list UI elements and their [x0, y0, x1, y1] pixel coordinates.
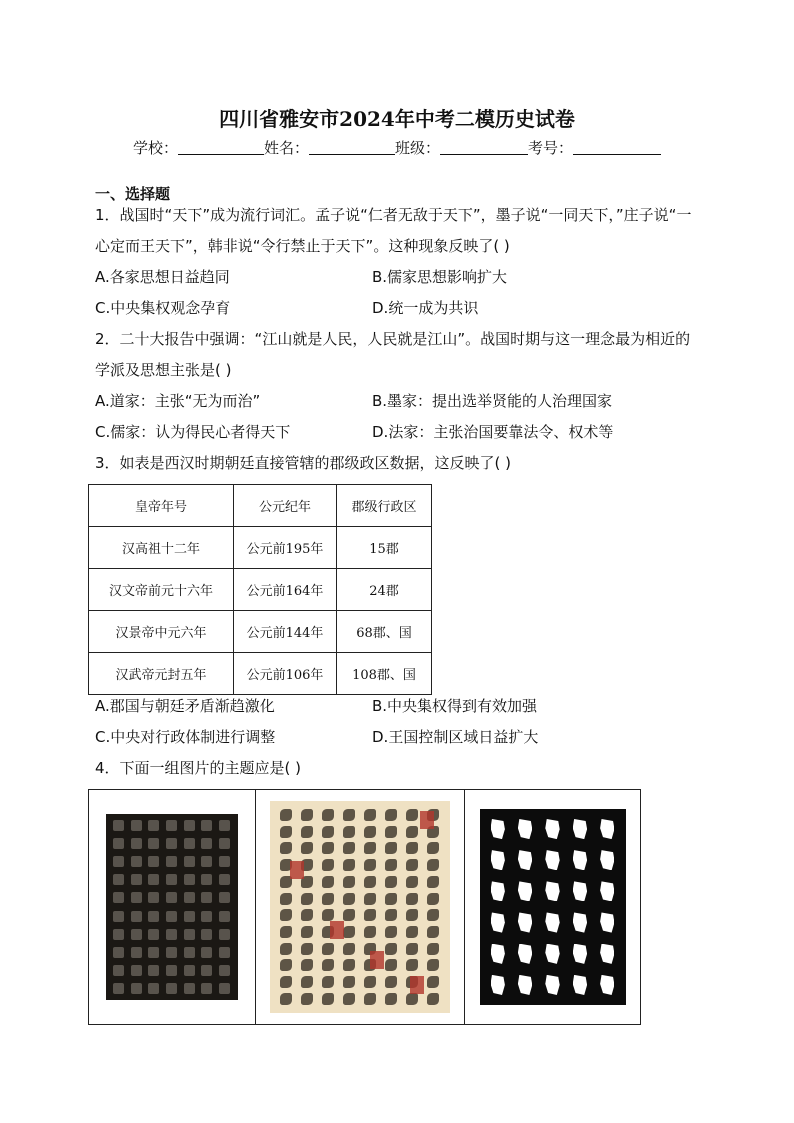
glyph-mark [131, 929, 142, 940]
table-cell: 汉高祖十二年 [89, 527, 234, 569]
glyph-mark [166, 965, 177, 976]
glyph-mark [427, 859, 439, 871]
glyph-mark [322, 993, 334, 1005]
glyph-mark [219, 856, 230, 867]
glyph-mark [131, 911, 142, 922]
glyph-mark [322, 943, 334, 955]
question-2-options [95, 386, 701, 448]
table-row [89, 611, 432, 653]
q1-option-a[interactable]: A.各家思想日益趋同 [95, 268, 230, 286]
glyph-mark [322, 859, 334, 871]
glyph-mark [301, 993, 313, 1005]
table-header-row [89, 485, 432, 527]
glyph-mark [343, 859, 355, 871]
glyph-mark [427, 876, 439, 888]
q3-option-c[interactable]: C.中央对行政体制进行调整 [95, 728, 276, 746]
student-info-line [0, 137, 794, 158]
glyph-mark [280, 976, 292, 988]
glyph-mark [573, 819, 587, 839]
glyph-mark [219, 929, 230, 940]
glyph-mark [148, 838, 159, 849]
glyph-mark [343, 926, 355, 938]
glyph-mark [201, 838, 212, 849]
glyph-mark [385, 926, 397, 938]
glyph-mark [385, 959, 397, 971]
glyph-mark [201, 856, 212, 867]
glyph-mark [406, 909, 418, 921]
glyph-mark [364, 976, 376, 988]
glyph-mark [545, 912, 559, 932]
glyph-mark [427, 842, 439, 854]
table-cell: 24郡 [337, 569, 432, 611]
glyph-mark [131, 947, 142, 958]
glyph-mark [385, 876, 397, 888]
glyph-mark [166, 929, 177, 940]
glyph-mark [518, 944, 532, 964]
table-cell: 汉武帝元封五年 [89, 653, 234, 695]
glyph-mark [201, 929, 212, 940]
glyph-mark [301, 893, 313, 905]
glyph-mark [322, 876, 334, 888]
rubbing-column [219, 820, 231, 994]
glyph-mark [301, 959, 313, 971]
running-script-manuscript-image [270, 801, 450, 1013]
glyph-mark [385, 842, 397, 854]
glyph-mark [301, 926, 313, 938]
glyph-mark [113, 838, 124, 849]
image-cell-1 [89, 790, 256, 1024]
glyph-mark [219, 874, 230, 885]
glyph-mark [131, 892, 142, 903]
glyph-mark [184, 929, 195, 940]
glyph-mark [184, 874, 195, 885]
glyph-mark [148, 947, 159, 958]
question-1-options [95, 262, 701, 324]
glyph-mark [600, 975, 614, 995]
glyph-mark [491, 912, 505, 932]
glyph-mark [385, 976, 397, 988]
glyph-mark [406, 826, 418, 838]
glyph-mark [427, 993, 439, 1005]
glyph-mark [219, 820, 230, 831]
glyph-mark [518, 850, 532, 870]
school-label: 学校： [132, 139, 178, 157]
q1-option-d[interactable]: D.统一成为共识 [372, 299, 479, 317]
number-blank[interactable] [573, 140, 661, 155]
table-cell: 108郡、国 [337, 653, 432, 695]
glyph-mark [184, 820, 195, 831]
glyph-mark [219, 911, 230, 922]
glyph-mark [364, 842, 376, 854]
glyph-mark [280, 909, 292, 921]
table-cell: 公元前195年 [234, 527, 337, 569]
class-label: 班级： [395, 139, 441, 157]
glyph-mark [201, 983, 212, 994]
glyph-mark [406, 926, 418, 938]
glyph-mark [184, 856, 195, 867]
manuscript-column [280, 809, 294, 1005]
glyph-mark [406, 993, 418, 1005]
manuscript-column [364, 809, 378, 1005]
glyph-mark [219, 838, 230, 849]
glyph-mark [343, 909, 355, 921]
name-label: 姓名： [263, 139, 309, 157]
table-header: 郡级行政区 [337, 485, 432, 527]
glyph-mark [406, 809, 418, 821]
name-blank[interactable] [309, 140, 395, 155]
glyph-mark [131, 965, 142, 976]
section-heading: 一、选择题 [95, 185, 171, 203]
glyph-mark [491, 944, 505, 964]
glyph-mark [427, 909, 439, 921]
glyph-mark [280, 842, 292, 854]
glyph-mark [113, 856, 124, 867]
glyph-mark [131, 856, 142, 867]
rubbing-column [166, 820, 178, 994]
question-2-stem: 2．二十大报告中强调：“江山就是人民，人民就是江山”。战国时期与这一理念最为相近的学派及思想主张是( ) [95, 330, 691, 379]
rubbing-column [201, 820, 213, 994]
glyph-mark [322, 826, 334, 838]
glyph-mark [219, 947, 230, 958]
glyph-mark [322, 842, 334, 854]
glyph-mark [343, 943, 355, 955]
q2-option-c[interactable]: C.儒家：认为得民心者得天下 [95, 423, 291, 441]
rubbing-column [148, 820, 160, 994]
glyph-mark [166, 892, 177, 903]
glyph-mark [219, 965, 230, 976]
glyph-mark [301, 842, 313, 854]
glyph-mark [491, 819, 505, 839]
glyph-mark [385, 993, 397, 1005]
question-3-options [95, 691, 701, 753]
manuscript-column [301, 809, 315, 1005]
glyph-mark [184, 965, 195, 976]
glyph-mark [406, 943, 418, 955]
glyph-mark [131, 983, 142, 994]
glyph-mark [166, 874, 177, 885]
glyph-mark [491, 975, 505, 995]
glyph-mark [518, 912, 532, 932]
glyph-mark [113, 911, 124, 922]
glyph-mark [113, 947, 124, 958]
glyph-mark [343, 976, 355, 988]
question-4-stem: 4．下面一组图片的主题应是( ) [95, 759, 302, 777]
glyph-mark [343, 826, 355, 838]
glyph-mark [113, 965, 124, 976]
glyph-mark [113, 983, 124, 994]
glyph-mark [545, 819, 559, 839]
glyph-mark [573, 881, 587, 901]
glyph-mark [406, 859, 418, 871]
glyph-mark [280, 959, 292, 971]
glyph-mark [573, 850, 587, 870]
number-label: 考号： [528, 139, 574, 157]
regular-script-rubbing-image [106, 814, 238, 1000]
glyph-mark [406, 842, 418, 854]
glyph-mark [600, 850, 614, 870]
clerical-script-stele-image [480, 809, 626, 1005]
manuscript-column [343, 809, 357, 1005]
glyph-mark [545, 881, 559, 901]
glyph-mark [131, 874, 142, 885]
glyph-mark [280, 943, 292, 955]
table-row [89, 653, 432, 695]
table-row [89, 527, 432, 569]
glyph-mark [427, 926, 439, 938]
glyph-mark [364, 893, 376, 905]
glyph-mark [184, 947, 195, 958]
glyph-mark [385, 859, 397, 871]
glyph-mark [131, 820, 142, 831]
glyph-mark [301, 826, 313, 838]
glyph-mark [385, 943, 397, 955]
glyph-mark [406, 959, 418, 971]
q1-option-b[interactable]: B.儒家思想影响扩大 [372, 268, 508, 286]
glyph-mark [113, 874, 124, 885]
glyph-mark [427, 893, 439, 905]
glyph-mark [166, 820, 177, 831]
glyph-mark [219, 983, 230, 994]
commandery-table [88, 484, 432, 695]
glyph-mark [385, 809, 397, 821]
table-cell: 68郡、国 [337, 611, 432, 653]
red-seal-stamp [410, 976, 424, 994]
glyph-mark [201, 965, 212, 976]
q3-option-b[interactable]: B.中央集权得到有效加强 [372, 697, 538, 715]
glyph-mark [573, 944, 587, 964]
glyph-mark [343, 842, 355, 854]
glyph-mark [184, 838, 195, 849]
rubbing-column [184, 820, 196, 994]
glyph-mark [166, 983, 177, 994]
glyph-mark [364, 876, 376, 888]
glyph-mark [343, 809, 355, 821]
table-header: 皇帝年号 [89, 485, 234, 527]
glyph-mark [148, 892, 159, 903]
glyph-mark [131, 838, 142, 849]
glyph-mark [518, 819, 532, 839]
q1-option-c[interactable]: C.中央集权观念孕育 [95, 299, 231, 317]
glyph-mark [280, 826, 292, 838]
red-seal-stamp [370, 951, 384, 969]
table-header: 公元纪年 [234, 485, 337, 527]
glyph-mark [364, 859, 376, 871]
glyph-mark [148, 929, 159, 940]
class-blank[interactable] [440, 140, 528, 155]
table-cell: 公元前106年 [234, 653, 337, 695]
table-cell: 公元前164年 [234, 569, 337, 611]
glyph-mark [184, 911, 195, 922]
glyph-mark [148, 856, 159, 867]
glyph-mark [545, 944, 559, 964]
glyph-mark [148, 911, 159, 922]
glyph-mark [600, 912, 614, 932]
school-blank[interactable] [178, 140, 264, 155]
red-seal-stamp [290, 861, 304, 879]
glyph-mark [201, 911, 212, 922]
glyph-mark [343, 876, 355, 888]
glyph-mark [113, 820, 124, 831]
table-cell: 汉景帝中元六年 [89, 611, 234, 653]
glyph-mark [491, 850, 505, 870]
glyph-mark [343, 993, 355, 1005]
glyph-mark [301, 909, 313, 921]
red-seal-stamp [420, 811, 434, 829]
glyph-mark [201, 892, 212, 903]
glyph-mark [280, 926, 292, 938]
table-cell: 公元前144年 [234, 611, 337, 653]
question-3-stem: 3．如表是西汉时期朝廷直接管辖的郡级政区数据，这反映了( ) [95, 454, 512, 472]
red-seal-stamp [330, 921, 344, 939]
glyph-mark [148, 820, 159, 831]
manuscript-column [322, 809, 336, 1005]
rubbing-column [113, 820, 125, 994]
calligraphy-image-table [88, 789, 641, 1025]
glyph-mark [184, 983, 195, 994]
q2-option-b[interactable]: B.墨家：提出选举贤能的人治理国家 [372, 392, 613, 410]
q2-option-d[interactable]: D.法家：主张治国要靠法令、权术等 [372, 423, 614, 441]
glyph-mark [201, 820, 212, 831]
glyph-mark [385, 909, 397, 921]
glyph-mark [322, 809, 334, 821]
glyph-mark [406, 893, 418, 905]
glyph-mark [322, 959, 334, 971]
glyph-mark [364, 809, 376, 821]
q3-option-a[interactable]: A.郡国与朝廷矛盾渐趋激化 [95, 697, 275, 715]
glyph-mark [427, 943, 439, 955]
glyph-mark [301, 943, 313, 955]
glyph-mark [166, 856, 177, 867]
glyph-mark [406, 876, 418, 888]
glyph-mark [427, 976, 439, 988]
glyph-mark [518, 975, 532, 995]
glyph-mark [301, 976, 313, 988]
glyph-mark [385, 826, 397, 838]
glyph-mark [518, 881, 532, 901]
glyph-mark [148, 965, 159, 976]
glyph-mark [573, 975, 587, 995]
table-row [89, 569, 432, 611]
exam-title: 四川省雅安市2024年中考二模历史试卷 [219, 107, 575, 131]
glyph-mark [343, 893, 355, 905]
glyph-mark [364, 909, 376, 921]
glyph-mark [600, 881, 614, 901]
glyph-mark [545, 850, 559, 870]
glyph-mark [280, 993, 292, 1005]
glyph-mark [201, 874, 212, 885]
question-1-stem: 1．战国时“天下”成为流行词汇。孟子说“仁者无敌于天下”，墨子说“一同天下，”庄子说“一心定而王天下”，韩非说“令行禁止于天下”。这种现象反映了( ) [95, 206, 692, 255]
glyph-mark [322, 893, 334, 905]
glyph-mark [322, 909, 334, 921]
manuscript-column [385, 809, 399, 1005]
glyph-mark [201, 947, 212, 958]
glyph-mark [280, 809, 292, 821]
glyph-mark [600, 819, 614, 839]
glyph-mark [280, 893, 292, 905]
glyph-mark [166, 838, 177, 849]
glyph-mark [166, 911, 177, 922]
glyph-mark [148, 874, 159, 885]
glyph-mark [600, 944, 614, 964]
table-cell: 汉文帝前元十六年 [89, 569, 234, 611]
q2-option-a[interactable]: A.道家：主张“无为而治” [95, 392, 261, 410]
glyph-mark [113, 929, 124, 940]
image-cell-3 [465, 790, 640, 1024]
glyph-mark [491, 881, 505, 901]
glyph-mark [364, 926, 376, 938]
glyph-mark [427, 959, 439, 971]
glyph-mark [219, 892, 230, 903]
glyph-mark [148, 983, 159, 994]
glyph-mark [113, 892, 124, 903]
glyph-mark [545, 975, 559, 995]
manuscript-column [427, 809, 441, 1005]
table-cell: 15郡 [337, 527, 432, 569]
glyph-mark [301, 809, 313, 821]
image-cell-2 [256, 790, 465, 1024]
glyph-mark [385, 893, 397, 905]
glyph-mark [364, 993, 376, 1005]
rubbing-column [131, 820, 143, 994]
q3-option-d[interactable]: D.王国控制区域日益扩大 [372, 728, 539, 746]
glyph-mark [343, 959, 355, 971]
glyph-mark [364, 826, 376, 838]
glyph-mark [573, 912, 587, 932]
glyph-mark [184, 892, 195, 903]
glyph-mark [166, 947, 177, 958]
glyph-mark [322, 976, 334, 988]
